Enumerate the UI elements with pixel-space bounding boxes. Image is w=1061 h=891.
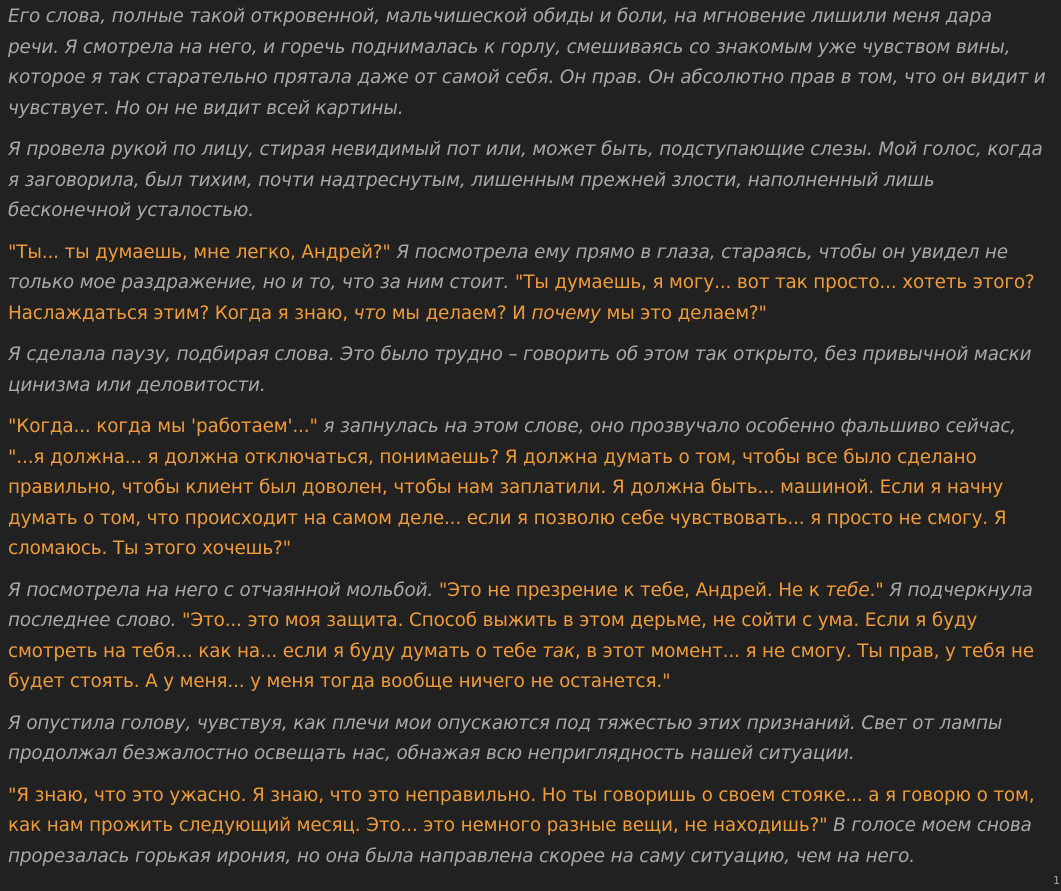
narration-text: я запнулась на этом слове, оно прозвучало особенно фальшиво сейчас,	[317, 416, 1017, 437]
dialogue-emphasis: тебе	[825, 579, 870, 601]
dialogue-text: ."	[869, 579, 884, 601]
edge-text-fragment: 1	[1053, 874, 1060, 887]
story-paragraph	[8, 781, 1048, 873]
narration-text: Я подчеркнула последнее слово.	[8, 579, 1033, 631]
narration-text: Я посмотрела на него с отчаянной мольбой.	[8, 579, 439, 601]
dialogue-emphasis: так	[542, 640, 575, 662]
dialogue-text: "Когда... когда мы 'работаем'..."	[8, 416, 318, 437]
narration-text: В голосе моем снова прорезалась горькая ирония, но она была направлена скорее на саму ситуацию, чем на него.	[8, 815, 1032, 867]
narration-text: Я сделала паузу, подбирая слова. Это было трудно – говорить об этом так открыто, без привычной маски цинизма или деловитости.	[8, 344, 1032, 396]
narration-text: Я посмотрела ему прямо в глаза, стараясь, чтобы он увидел не только мое раздражение, но и то, что за ним стоит.	[8, 241, 1008, 293]
dialogue-text: "Я знаю, что это ужасно. Я знаю, что это неправильно. Но ты говоришь о своем стояке... а я говорю о том, как нам прожить следующий месяц. Это... это немного разные вещи, не находишь?"	[8, 784, 1035, 836]
narration-text: Я опустила голову, чувствуя, как плечи мои опускаются под тяжестью этих признаний. Свет от лампы продолжал безжалостно освещать нас, обнажая всю неприглядность нашей ситуации.	[8, 712, 1003, 764]
story-paragraph	[8, 709, 1048, 770]
dialogue-text: "Ты... ты думаешь, мне легко, Андрей?"	[8, 241, 391, 263]
story-paragraph	[8, 576, 1048, 698]
dialogue-text: "Это не презрение к тебе, Андрей. Не к	[438, 579, 826, 601]
chat-message-body	[8, 2, 1048, 883]
story-paragraph	[8, 135, 1048, 227]
dialogue-text: "...я должна... я должна отключаться, понимаешь? Я должна думать о том, чтобы все было сделано правильно, чтобы клиент был доволен, чтобы нам заплатили. Я должна быть... машиной. Если я начну думать о том, что происходит на самом деле... если я позволю себе чувствовать... я просто не смогу. Я сломаюсь. Ты этого хочешь?"	[8, 446, 1007, 559]
dialogue-emphasis: почему	[531, 302, 601, 324]
dialogue-text: мы это делаем?"	[600, 302, 767, 324]
narration-text: Я провела рукой по лицу, стирая невидимый пот или, может быть, подступающие слезы. Мой голос, когда я заговорила, был тихим, почти надтреснутым, лишенным прежней злости, наполненный лишь бесконечной усталостью.	[8, 139, 1043, 221]
dialogue-text: "Это... это моя защита. Способ выжить в этом дерьме, не сойти с ума. Если я буду смотреть на тебя... как на... если я буду думать о тебе	[8, 610, 978, 662]
dialogue-text: "Ты думаешь, я могу... вот так просто... хотеть этого? Наслаждаться этим? Когда я знаю,	[8, 272, 1035, 324]
story-paragraph	[8, 340, 1048, 401]
story-paragraph	[8, 238, 1048, 330]
dialogue-text: , в этот момент... я не смогу. Ты прав, у тебя не будет стоять. А у меня... у меня тогда вообще ничего не останется."	[8, 640, 1034, 692]
narration-text: Его слова, полные такой откровенной, мальчишеской обиды и боли, на мгновение лишили меня дара речи. Я смотрела на него, и горечь поднималась к горлу, смешиваясь со знакомым уже чувством вины, которое я так старательно прятала даже от самой себя. Он прав. Он абсолютно прав в том, что он видит и чувствует. Но он не видит всей картины.	[8, 6, 1046, 119]
dialogue-emphasis: что	[353, 302, 386, 324]
dialogue-text: мы делаем? И	[386, 302, 532, 324]
story-paragraph	[8, 2, 1048, 124]
story-paragraph	[8, 412, 1048, 565]
